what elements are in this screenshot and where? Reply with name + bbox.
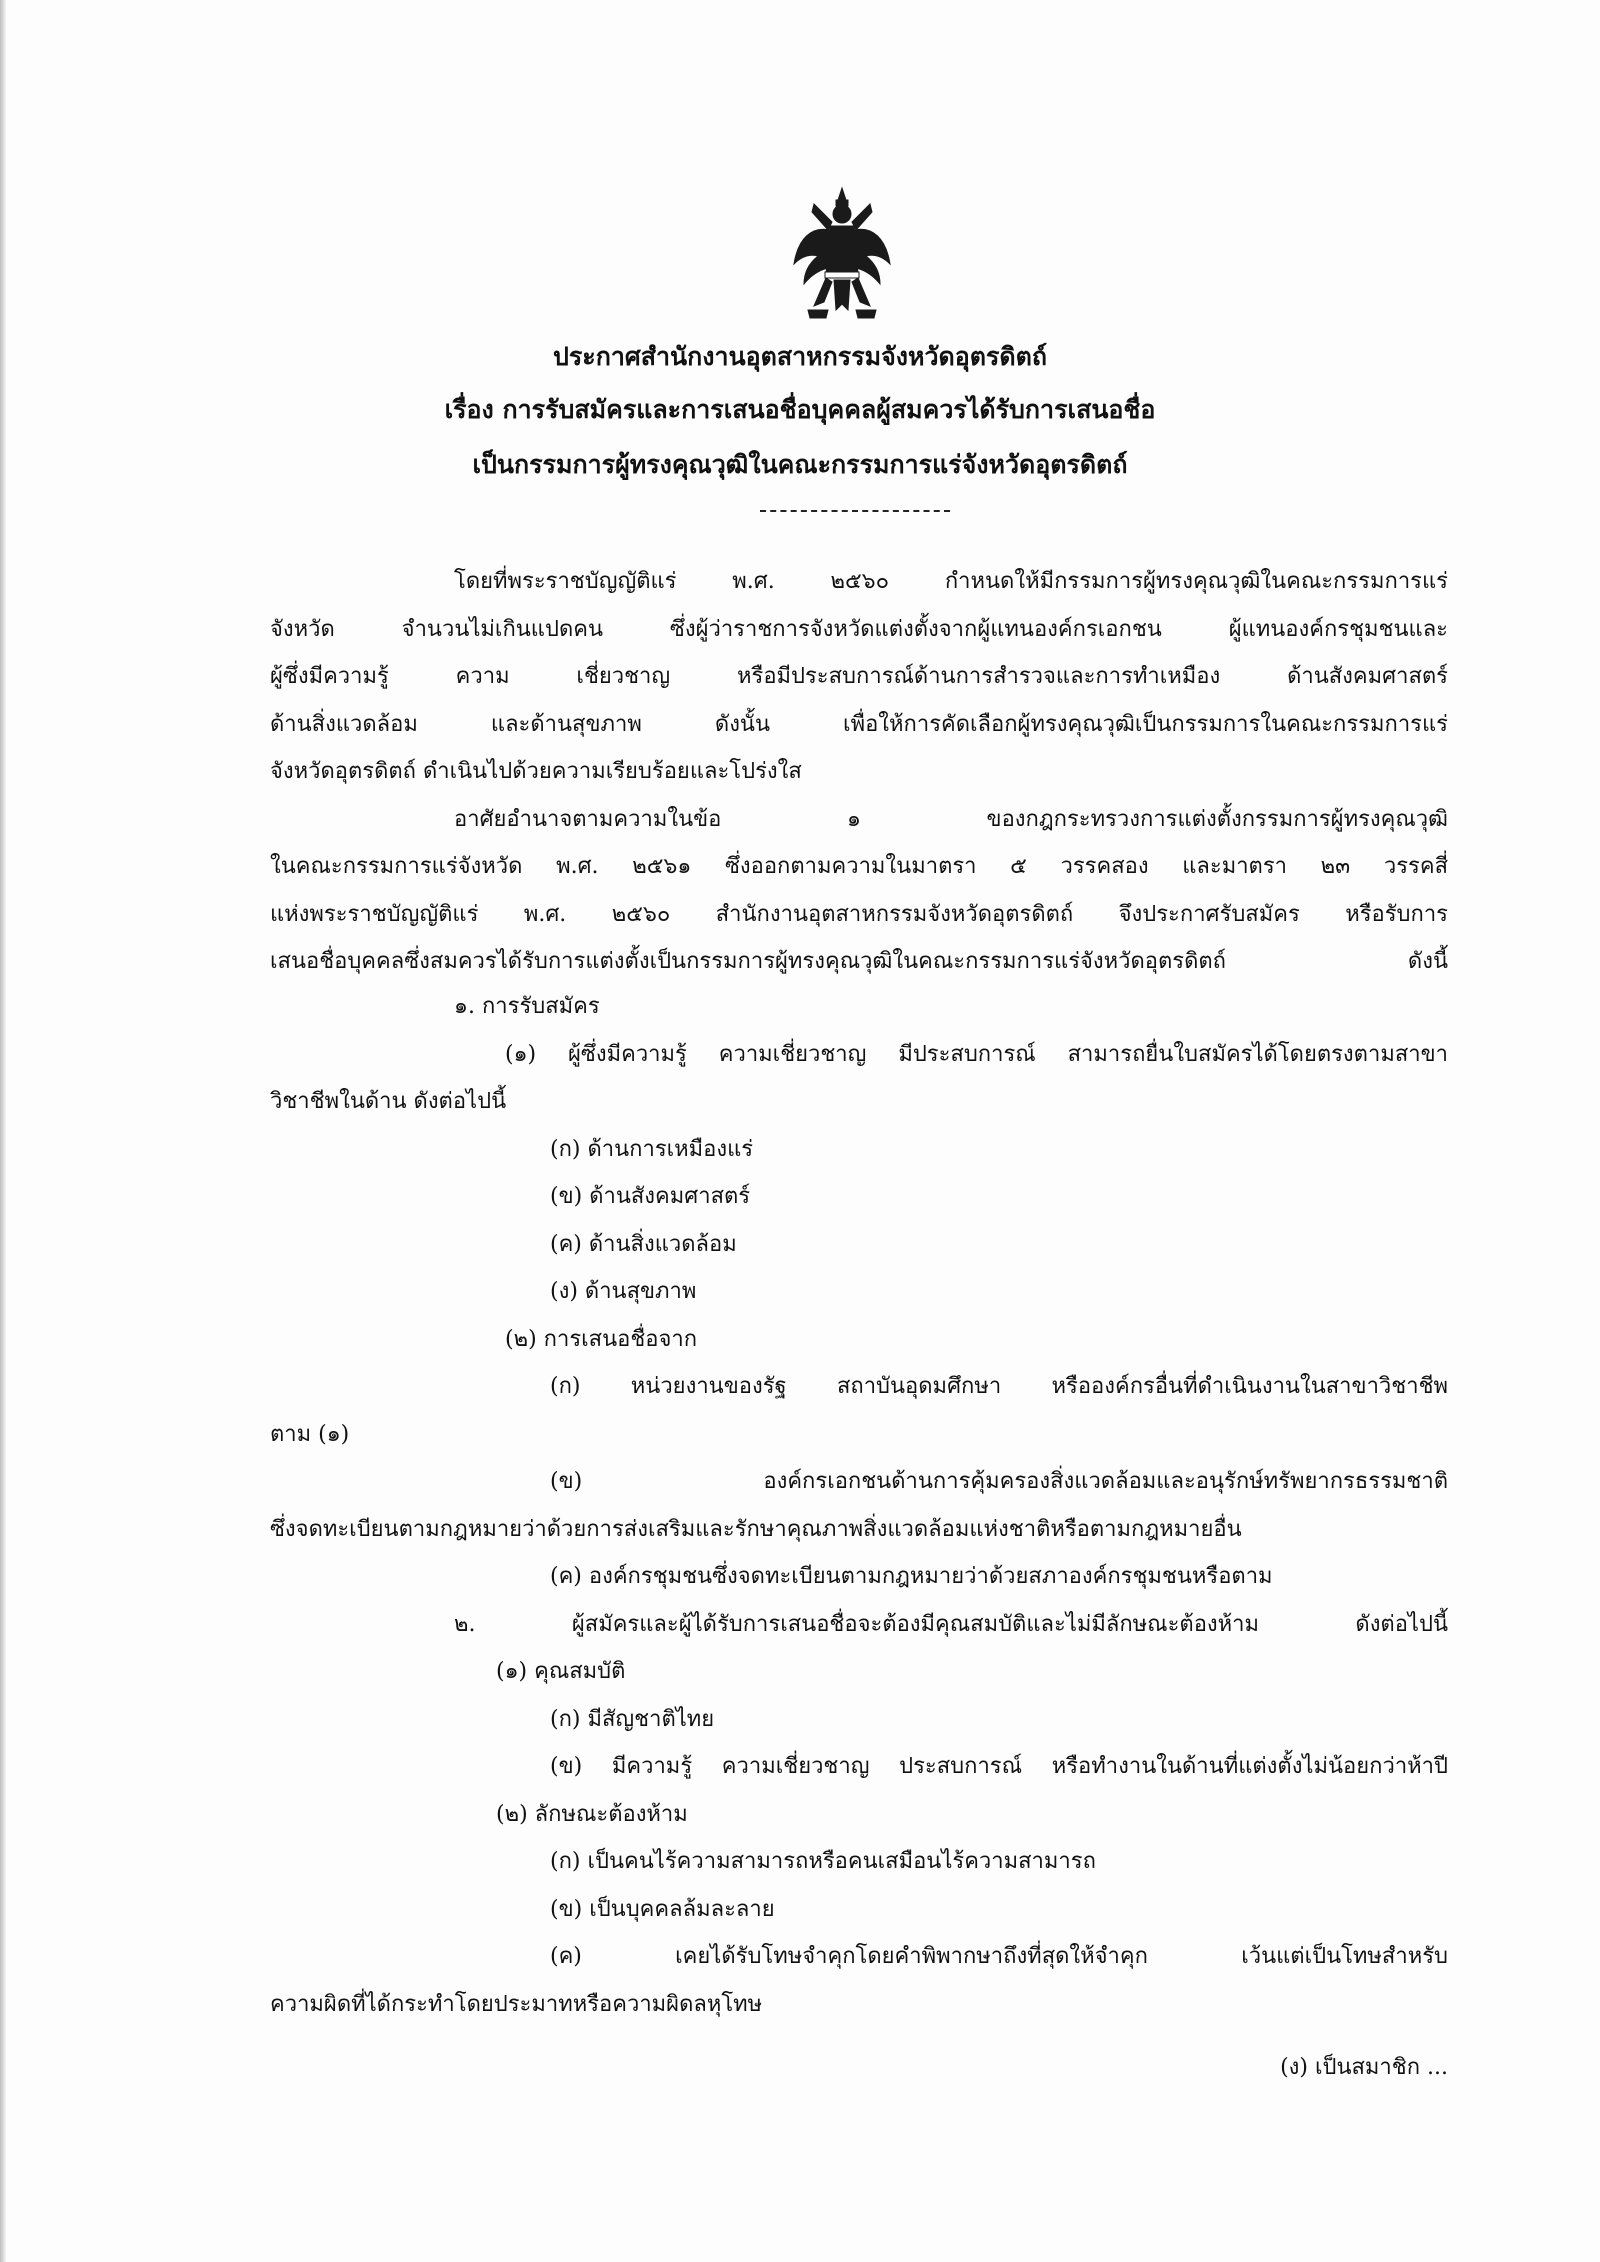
section-2-item-1-a: (ก) มีสัญชาติไทย (550, 1707, 715, 1732)
section-1-heading: ๑. การรับสมัคร (454, 994, 600, 1019)
paragraph-1-line-3: ผู้ซึ่งมีความรู้ ความ เชี่ยวชาญ หรือมีประสบการณ์ด้านการสำรวจและการทำเหมือง ด้านสังคมศาสตร์ (270, 664, 1448, 689)
section-1-item-1-line-1: (๑) ผู้ซึ่งมีความรู้ ความเชี่ยวชาญ มีประสบการณ์ สามารถยื่นใบสมัครได้โดยตรงตามสาขา (505, 1042, 1448, 1067)
section-2-item-2-c-line-1: (ค) เคยได้รับโทษจำคุกโดยคำพิพากษาถึงที่สุดให้จำคุก เว้นแต่เป็นโทษสำหรับ (550, 1944, 1448, 1969)
section-2-item-1-b: (ข) มีความรู้ ความเชี่ยวชาญ ประสบการณ์ หรือทำงานในด้านที่แต่งตั้งไม่น้อยกว่าห้าปี (550, 1754, 1448, 1779)
section-2-heading: ๒. ผู้สมัครและผู้ได้รับการเสนอชื่อจะต้องมีคุณสมบัติและไม่มีลักษณะต้องห้าม ดังต่อไปนี้ (454, 1612, 1448, 1637)
garuda-emblem-icon (792, 186, 892, 326)
title-line-3: เป็นกรรมการผู้ทรงคุณวุฒิในคณะกรรมการแร่จังหวัดอุตรดิตถ์ (472, 450, 1128, 479)
paragraph-2-line-2: ในคณะกรรมการแร่จังหวัด พ.ศ. ๒๕๖๑ ซึ่งออกตามความในมาตรา ๕ วรรคสอง และมาตรา ๒๓ วรรคสี่ (270, 854, 1448, 879)
title-line-2: เรื่อง การรับสมัครและการเสนอชื่อบุคคลผู้สมควรได้รับการเสนอชื่อ (444, 395, 1156, 424)
paragraph-1-line-5: จังหวัดอุตรดิตถ์ ดำเนินไปด้วยความเรียบร้อยและโปร่งใส (270, 759, 802, 784)
section-1-item-1-c: (ค) ด้านสิ่งแวดล้อม (550, 1232, 737, 1257)
section-2-item-2-b: (ข) เป็นบุคคลล้มละลาย (550, 1897, 775, 1922)
section-1-item-1-d: (ง) ด้านสุขภาพ (550, 1279, 697, 1304)
title-divider (760, 510, 950, 512)
title-line-1: ประกาศสำนักงานอุตสาหกรรมจังหวัดอุตรดิตถ์ (552, 342, 1048, 371)
section-1-item-2-a-line-1: (ก) หน่วยงานของรัฐ สถาบันอุดมศึกษา หรือองค์กรอื่นที่ดำเนินงานในสาขาวิชาชีพ (550, 1374, 1448, 1399)
section-1-item-1-line-2: วิชาชีพในด้าน ดังต่อไปนี้ (270, 1089, 507, 1114)
section-2-item-2-c-line-2: ความผิดที่ได้กระทำโดยประมาทหรือความผิดลหุโทษ (270, 1992, 763, 2017)
section-1-item-2-a-line-2: ตาม (๑) (270, 1422, 350, 1447)
section-1-item-1-a: (ก) ด้านการเหมืองแร่ (550, 1137, 754, 1162)
section-1-item-2-b-line-2: ซึ่งจดทะเบียนตามกฎหมายว่าด้วยการส่งเสริมและรักษาคุณภาพสิ่งแวดล้อมแห่งชาติหรือตามกฎหมายอื่น (270, 1517, 1242, 1542)
paragraph-2-line-4: เสนอชื่อบุคคลซึ่งสมควรได้รับการแต่งตั้งเป็นกรรมการผู้ทรงคุณวุฒิในคณะกรรมการแร่จังหวัดอุตรดิตถ์ ดังนี้ (270, 949, 1448, 974)
section-2-item-2: (๒) ลักษณะต้องห้าม (496, 1802, 688, 1827)
section-1-item-2: (๒) การเสนอชื่อจาก (505, 1327, 698, 1352)
paragraph-1-line-4: ด้านสิ่งแวดล้อม และด้านสุขภาพ ดังนั้น เพื่อให้การคัดเลือกผู้ทรงคุณวุฒิเป็นกรรมการในคณะกรรมการแร่ (270, 712, 1448, 737)
section-2-item-1: (๑) คุณสมบัติ (496, 1659, 626, 1684)
paragraph-2-line-3: แห่งพระราชบัญญัติแร่ พ.ศ. ๒๕๖๐ สำนักงานอุตสาหกรรมจังหวัดอุตรดิตถ์ จึงประกาศรับสมัคร หรือรับการ (270, 902, 1448, 927)
paragraph-1-line-2: จังหวัด จำนวนไม่เกินแปดคน ซึ่งผู้ว่าราชการจังหวัดแต่งตั้งจากผู้แทนองค์กรเอกชน ผู้แทนองค์กรชุมชนและ (270, 617, 1448, 642)
section-2-item-2-a: (ก) เป็นคนไร้ความสามารถหรือคนเสมือนไร้ความสามารถ (550, 1849, 1096, 1874)
paragraph-2-line-1: อาศัยอำนาจตามความในข้อ ๑ ของกฎกระทรวงการแต่งตั้งกรรมการผู้ทรงคุณวุฒิ (454, 807, 1448, 832)
section-1-item-1-b: (ข) ด้านสังคมศาสตร์ (550, 1184, 751, 1209)
section-1-item-2-b-line-1: (ข) องค์กรเอกชนด้านการคุ้มครองสิ่งแวดล้อมและอนุรักษ์ทรัพยากรธรรมชาติ (550, 1469, 1448, 1494)
continuation-marker: (ง) เป็นสมาชิก ... (1280, 2055, 1448, 2080)
section-1-item-2-c: (ค) องค์กรชุมชนซึ่งจดทะเบียนตามกฎหมายว่าด้วยสภาองค์กรชุมชนหรือตาม (550, 1564, 1273, 1589)
paragraph-1-line-1: โดยที่พระราชบัญญัติแร่ พ.ศ. ๒๕๖๐ กำหนดให้มีกรรมการผู้ทรงคุณวุฒิในคณะกรรมการแร่ (454, 569, 1448, 594)
